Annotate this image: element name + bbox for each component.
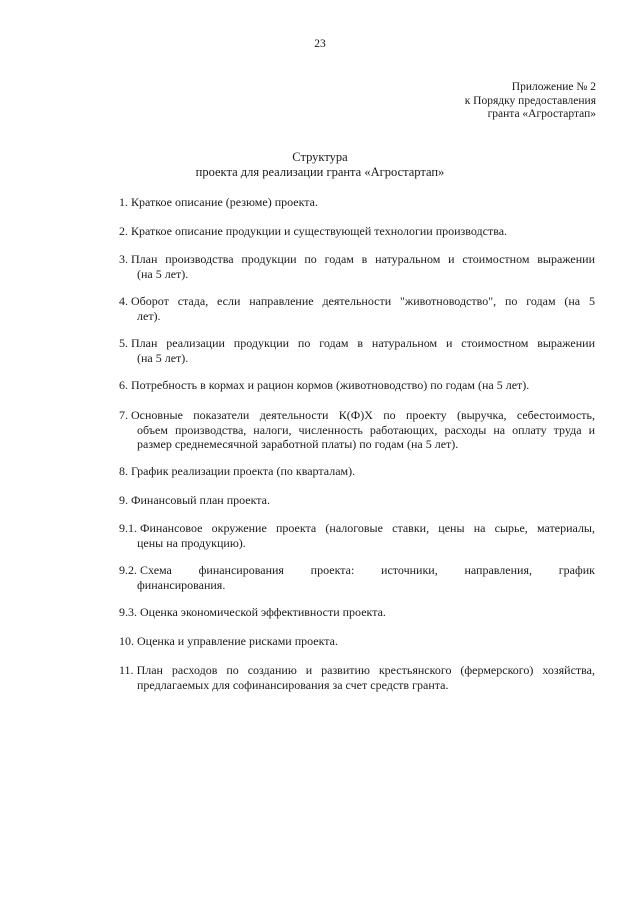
list-item: [119, 634, 595, 649]
list-item-text: Краткое описание продукции и существующей технологии производства.: [131, 224, 508, 238]
list-item-number: 2.: [119, 224, 128, 238]
list-item-line: [119, 195, 595, 210]
list-item-text: Краткое описание (резюме) проекта.: [131, 195, 318, 209]
list-item-continuation: размер среднемесячной заработной платы) по годам (на 5 лет).: [137, 437, 459, 451]
list-item-continuation: объем производства, налоги, численность работающих, расходы на оплату труда и: [137, 422, 595, 437]
list-item-text: Схема финансирования проекта: источники, направления, график: [140, 563, 595, 577]
list-item-continuation: (на 5 лет).: [137, 350, 189, 365]
list-item-line: [119, 464, 595, 479]
list-item-number: 5.: [119, 336, 128, 350]
list-item: [119, 493, 595, 508]
title-line: Структура: [292, 150, 348, 164]
list-item-line: [119, 408, 595, 423]
list-item-text: План реализации продукции по годам в натуральном и стоимостном выражении: [131, 336, 595, 350]
list-item-text: Оборот стада, если направление деятельности "животноводство", по годам (на 5: [131, 294, 595, 308]
list-item-text: Финансовое окружение проекта (налоговые ставки, цены на сырье, материалы,: [140, 521, 595, 535]
appendix-note: [465, 81, 596, 122]
list-item: [119, 563, 595, 592]
list-item-text: Оценка и управление рисками проекта.: [137, 634, 338, 648]
list-item-text: Финансовый план проекта.: [131, 493, 270, 507]
list-item-text: План производства продукции по годам в натуральном и стоимостном выражении: [131, 252, 595, 266]
list-item-number: 9.3.: [119, 605, 137, 619]
list-item-number: 11.: [119, 663, 134, 677]
appendix-line: к Порядку предоставления: [464, 94, 596, 107]
list-item-line: [119, 378, 595, 393]
title-line: проекта для реализации гранта «Агростартап»: [195, 165, 445, 179]
list-item-text: Основные показатели деятельности К(Ф)Х по проекту (выручка, себестоимость,: [131, 408, 595, 422]
list-item-continuation: предлагаемых для софинансирования за счет средств гранта.: [137, 677, 449, 692]
list-item-line: [119, 493, 595, 508]
page-number: 23: [314, 38, 326, 50]
list-item: [119, 378, 595, 393]
list-item: [119, 663, 595, 692]
list-item-number: 4.: [119, 294, 128, 308]
list-item-line: [119, 663, 595, 678]
list-item-continuation: лет).: [137, 308, 161, 323]
list-item-line: [119, 294, 595, 309]
list-item-text: График реализации проекта (по кварталам).: [131, 464, 356, 478]
document-title: [0, 150, 640, 180]
list-item: [119, 252, 595, 281]
list-item-number: 7.: [119, 408, 128, 422]
list-item-line: [119, 605, 595, 620]
list-item: [119, 195, 595, 210]
list-item-line: [119, 252, 595, 267]
list-item-number: 10.: [119, 634, 134, 648]
list-item-number: 9.1.: [119, 521, 137, 535]
list-item-line: [119, 634, 595, 649]
list-item-line: [119, 521, 595, 536]
list-item-continuation: финансирования.: [137, 577, 226, 592]
list-item-text: Потребность в кормах и рацион кормов (животноводство) по годам (на 5 лет).: [131, 378, 530, 392]
list-item-number: 6.: [119, 378, 128, 392]
list-item-line: [119, 224, 595, 239]
list-item-text: Оценка экономической эффективности проекта.: [140, 605, 386, 619]
appendix-line: гранта «Агростартап»: [487, 108, 596, 120]
list-item-continuation: цены на продукцию).: [137, 535, 246, 550]
list-item: [119, 605, 595, 620]
list-item-number: 9.2.: [119, 563, 137, 577]
list-item: [119, 224, 595, 239]
appendix-line: Приложение № 2: [511, 81, 596, 93]
list-item: [119, 336, 595, 365]
list-item: [119, 521, 595, 550]
list-item-continuation: (на 5 лет).: [137, 266, 189, 281]
list-item: [119, 294, 595, 323]
list-item-number: 3.: [119, 252, 128, 266]
list-item: [119, 464, 595, 479]
list-item-number: 8.: [119, 464, 128, 478]
list-item-text: План расходов по созданию и развитию крестьянского (фермерского) хозяйства,: [136, 663, 595, 677]
list-item-number: 9.: [119, 493, 128, 507]
list-item-line: [119, 563, 595, 578]
list-item: [119, 408, 595, 452]
list-item-number: 1.: [119, 195, 128, 209]
list-item-line: [119, 336, 595, 351]
